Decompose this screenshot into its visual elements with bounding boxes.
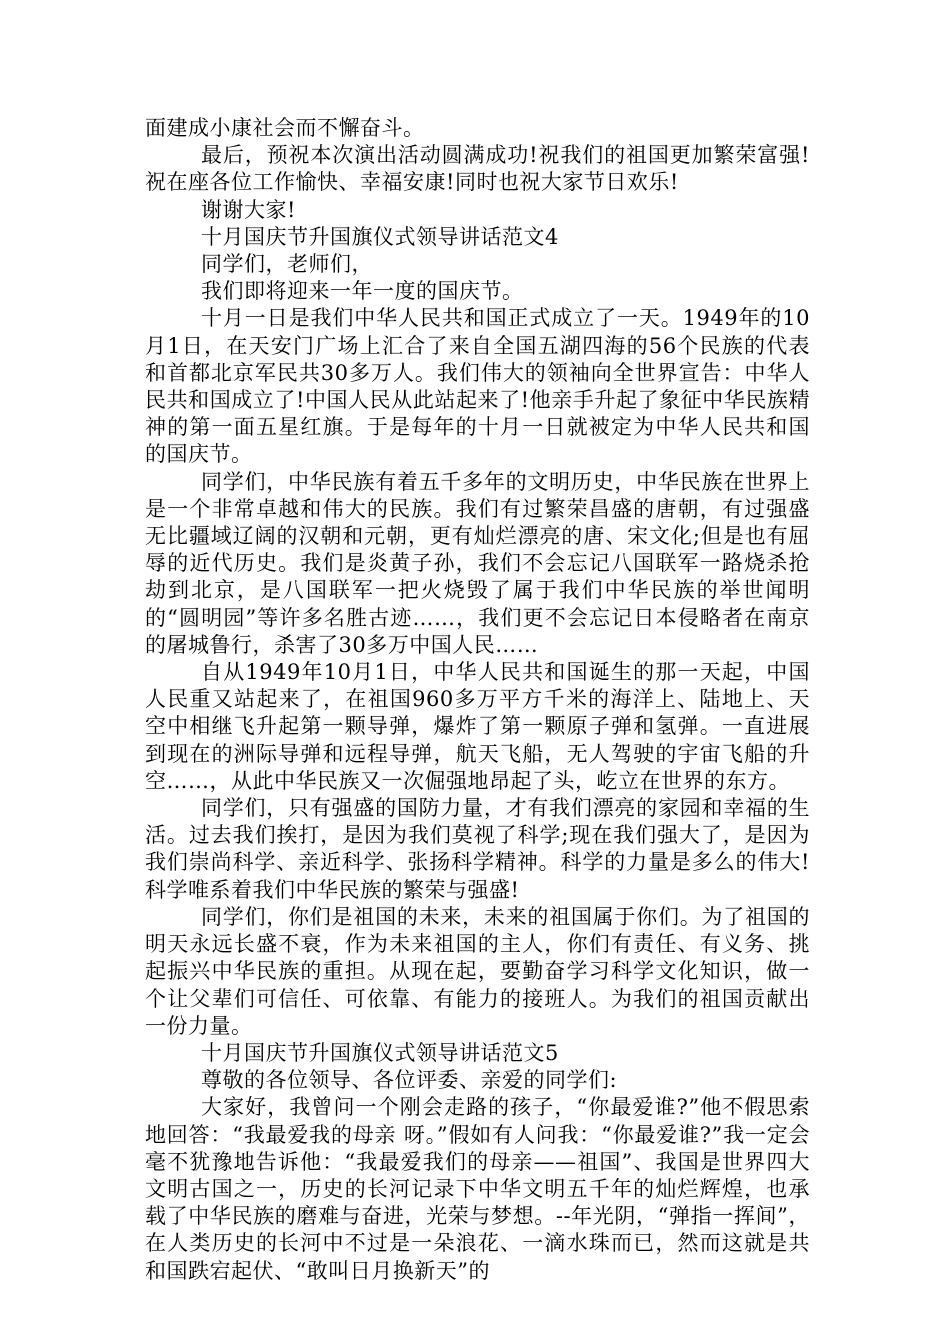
- paragraph: 我们即将迎来一年一度的国庆节。: [201, 279, 524, 304]
- paragraph: 最后，预祝本次演出活动圆满成功!祝我们的祖国更加繁荣富强!祝在座各位工作愉快、幸福安康!同时也祝大家节日欢乐!: [145, 143, 810, 195]
- paragraph: 同学们，只有强盛的国防力量，才有我们漂亮的家园和幸福的生活。过去我们挨打，是因为我们莫视了科学;现在我们强大了，是因为我们崇尚科学、亲近科学、张扬科学精神。科学的力量是多么的伟大!科学唯系着我们中华民族的繁荣与强盛!: [145, 796, 810, 902]
- paragraph: 十月一日是我们中华人民共和国正式成立了一天。1949年的10月1日，在天安门广场上汇合了来自全国五湖四海的56个民族的代表和首都北京军民共30多万人。我们伟大的领袖向全世界宣告：中华人民共和国成立了!中国人民从此站起来了!他亲手升起了象征中华民族精神的第一面五星红旗。于是每年的十月一日就被定为中华人民共和国的国庆节。: [145, 306, 810, 467]
- paragraph: 谢谢大家!: [201, 197, 296, 222]
- paragraph: 同学们，你们是祖国的未来，未来的祖国属于你们。为了祖国的明天永远长盛不衰，作为未来祖国的主人，你们有责任、有义务、挑起振兴中华民族的重担。从现在起，要勤奋学习科学文化知识，做一个让父辈们可信任、可依靠、有能力的接班人。为我们的祖国贡献出一份力量。: [145, 904, 810, 1038]
- document-body: [145, 115, 810, 1285]
- section-heading: 十月国庆节升国旗仪式领导讲话范文5: [201, 1040, 559, 1065]
- salutation: 同学们，老师们，: [201, 252, 373, 277]
- paragraph: 面建成小康社会而不懈奋斗。: [145, 116, 425, 140]
- salutation: 尊敬的各位领导、各位评委、亲爱的同学们:: [201, 1068, 618, 1093]
- paragraph: 同学们，中华民族有着五千多年的文明历史，中华民族在世界上是一个非常卓越和伟大的民族。我们有过繁荣昌盛的唐朝，有过强盛无比疆域辽阔的汉朝和元朝，更有灿烂漂亮的唐、宋文化;但是也有屈辱的近代历史。我们是炎黄子孙，我们不会忘记八国联军一路烧杀抢劫到北京，是八国联军一把火烧毁了属于我们中华民族的举世闻明的“圆明园”等许多名胜古迹……，我们更不会忘记日本侵略者在南京的屠城鲁行，杀害了30多万中国人民……: [145, 469, 810, 657]
- paragraph: 自从1949年10月1日，中华人民共和国诞生的那一天起，中国人民重又站起来了，在祖国960多万平方千米的海洋上、陆地上、天空中相继飞升起第一颗导弹，爆炸了第一颗原子弹和氢弹。一直进展到现在的洲际导弹和远程导弹，航天飞船，无人驾驶的宇宙飞船的升空……，从此中华民族又一次倔强地昂起了头，屹立在世界的东方。: [145, 660, 810, 793]
- paragraph: 大家好，我曾问一个刚会走路的孩子，“你最爱谁?”他不假思索地回答：“我最爱我的母亲 呀。”假如有人问我：“你最爱谁?”我一定会毫不犹豫地告诉他：“我最爱我们的母亲——祖国”、我国是世界四大文明古国之一，历史的长河记录下中华文明五千年的灿烂辉煌，也承载了中华民族的磨难与奋进，光荣与梦想。--年光阴，“弹指一挥间”，在人类历史的长河中不过是一朵浪花、一滴水珠而已，然而这就是共和国跌宕起伏、“敢叫日月换新天”的: [145, 1095, 810, 1283]
- section-heading: 十月国庆节升国旗仪式领导讲话范文4: [201, 224, 559, 249]
